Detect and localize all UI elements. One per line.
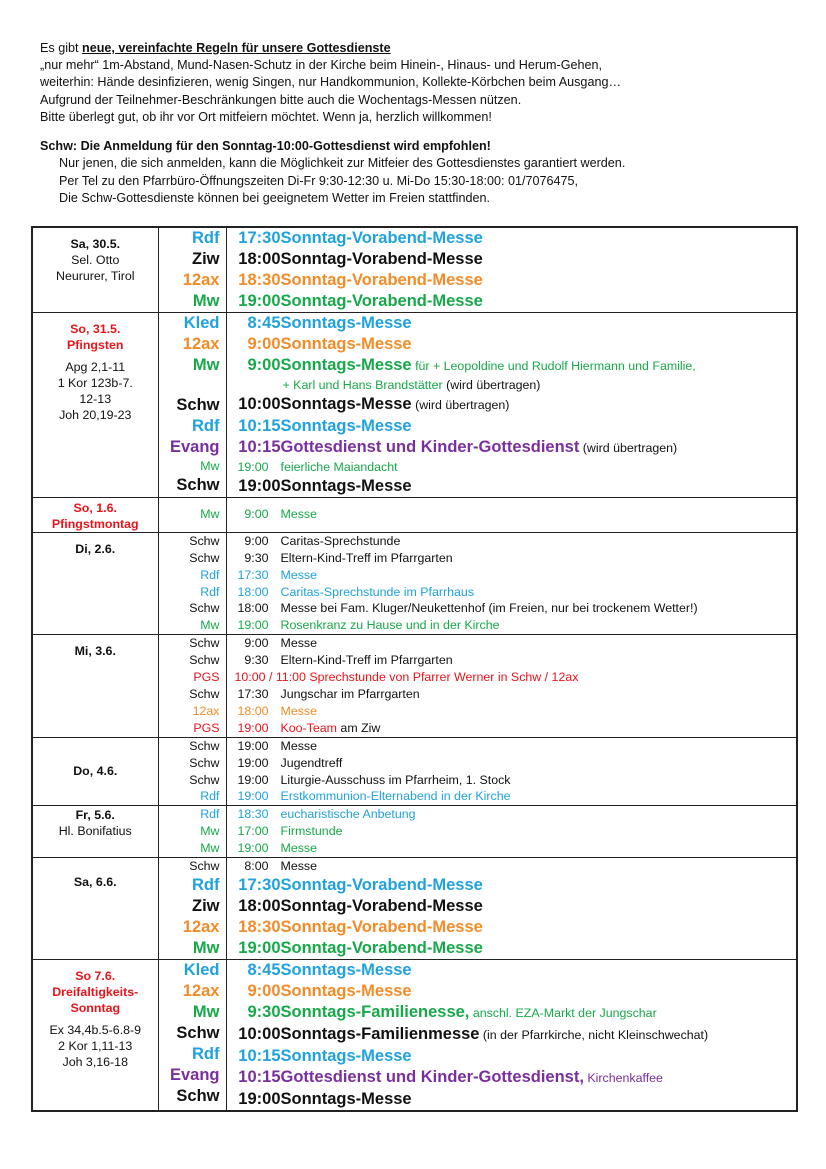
- event-row: 18:30Sonntag-Vorabend-Messe: [238, 917, 483, 936]
- event-row: 19:00 Rosenkranz zu Hause und in der Kirche: [237, 618, 500, 633]
- location-label: Rdf: [192, 417, 220, 435]
- event-cell: [226, 959, 797, 1111]
- day-title: So, 1.6.: [73, 500, 117, 515]
- event-row: 19:00 Jugendtreff: [237, 755, 343, 770]
- day-title: So, 31.5.: [70, 322, 121, 336]
- day-subtitle: Sel. Otto: [71, 253, 120, 267]
- location-label: Evang: [169, 1065, 220, 1084]
- location-label: Mw: [200, 824, 220, 839]
- registration-line-2: Per Tel zu den Pfarrbüro-Öffnungszeiten Di-Fr 9:30-12:30 u. Mi-Do 15:30-18:00: 01/7076475,: [59, 173, 578, 188]
- event-row: 19:00Sonntags-Messe: [238, 476, 412, 495]
- day-reading: Ex 34,4b.5-6.8-9: [49, 1022, 142, 1037]
- event-cell: [226, 806, 797, 858]
- location-label: PGS: [193, 670, 220, 685]
- location-cell: [158, 959, 226, 1111]
- event-row: 10:15Gottesdienst und Kinder-Gottesdienst (wird übertragen): [238, 437, 678, 456]
- event-row: 19:00Sonntag-Vorabend-Messe: [238, 938, 483, 957]
- location-label: Mw: [200, 459, 220, 473]
- location-label: Evang: [169, 438, 220, 456]
- day-reading: 2 Kor 1,11-13: [58, 1038, 133, 1053]
- location-label: 12ax: [182, 335, 220, 353]
- location-label: Kled: [183, 960, 220, 979]
- location-label: Rdf: [200, 567, 220, 582]
- location-label: Schw: [189, 686, 220, 701]
- event-row: 8:45Sonntags-Messe: [247, 960, 412, 979]
- day-cell: [32, 497, 158, 532]
- event-row: 18:00 Messe bei Fam. Kluger/Neukettenhof (im Freien, nur bei trockenem Wetter!): [237, 601, 698, 616]
- day-feast: Dreifaltigkeits-: [52, 984, 139, 999]
- location-label: Rdf: [200, 584, 220, 599]
- day-title: Mi, 3.6.: [74, 644, 116, 659]
- event-row: 19:00 Koo-Team am Ziw: [237, 720, 381, 735]
- day-cell: [32, 806, 158, 858]
- day-title: Fr, 5.6.: [75, 808, 115, 823]
- location-label: Schw: [189, 550, 220, 565]
- day-title: Do, 4.6.: [73, 763, 118, 778]
- day-subtitle: Hl. Bonifatius: [58, 824, 132, 839]
- event-row: 19:00 Messe: [237, 738, 317, 753]
- intro-line-4: Aufgrund der Teilnehmer-Beschränkungen bitte auch die Wochentags-Messen nützen.: [40, 92, 522, 107]
- intro-line-2: „nur mehr“ 1m-Abstand, Mund-Nasen-Schutz in der Kirche beim Hinein-, Hinaus- und Herum-Gehen,: [40, 58, 603, 73]
- intro-line-5: Bitte überlegt gut, ob ihr vor Ort mitfeiern möchtet. Wenn ja, herzlich willkommen!: [40, 109, 492, 124]
- event-row: 18:00 Caritas-Sprechstunde im Pfarrhaus: [237, 584, 475, 599]
- day-cell: [32, 858, 158, 960]
- day-reading: Apg 2,1-11: [65, 360, 126, 374]
- event-row: 19:00Sonntag-Vorabend-Messe: [238, 292, 483, 310]
- day-reading: Joh 3,16-18: [62, 1054, 128, 1069]
- day-feast: Sonntag: [70, 1000, 121, 1015]
- event-row: 8:45Sonntags-Messe: [247, 314, 412, 332]
- location-label: Mw: [200, 506, 220, 521]
- intro-line-1: Es gibt neue, vereinfachte Regeln für unsere Gottesdienste: [40, 41, 391, 55]
- location-label: 12ax: [182, 917, 220, 936]
- day-cell: [32, 635, 158, 737]
- event-cell: [226, 858, 797, 960]
- schedule-table: [31, 226, 798, 1112]
- location-label: Rdf: [200, 807, 220, 822]
- event-row: 9:30Sonntags-Familienesse, anschl. EZA-Markt der Jungschar: [247, 1002, 657, 1021]
- event-row: 18:30 eucharistische Anbetung: [237, 807, 416, 822]
- day-row: [32, 635, 797, 737]
- registration-line-3: Die Schw-Gottesdienste können bei geeignetem Wetter im Freien stattfinden.: [59, 191, 490, 206]
- location-label: Rdf: [192, 229, 220, 247]
- location-label: Mw: [192, 938, 220, 957]
- day-reading: 12-13: [79, 392, 112, 406]
- day-subtitle: Neururer, Tirol: [56, 269, 135, 283]
- event-row: 9:30 Eltern-Kind-Treff im Pfarrgarten: [244, 550, 453, 565]
- event-cell: [226, 497, 797, 532]
- location-cell: [158, 858, 226, 960]
- location-label: Schw: [176, 1086, 220, 1105]
- event-row: 18:00Sonntag-Vorabend-Messe: [238, 896, 483, 915]
- location-label: PGS: [193, 720, 220, 735]
- event-row: 9:00Sonntags-Messe: [247, 335, 412, 353]
- location-cell: [158, 806, 226, 858]
- event-note-row: + Karl und Hans Brandstätter (wird übertragen): [282, 378, 541, 392]
- location-cell: [158, 497, 226, 532]
- event-row: 19:00 Erstkommunion-Elternabend in der Kirche: [237, 789, 511, 804]
- location-label: Ziw: [192, 896, 220, 915]
- day-reading: 1 Kor 123b-7.: [57, 376, 133, 390]
- day-row: [32, 497, 797, 532]
- event-cell: [226, 313, 797, 498]
- location-label: Schw: [176, 475, 220, 494]
- event-cell: [226, 227, 797, 313]
- event-row: 10:00 / 11:00 Sprechstunde von Pfarrer Werner in Schw / 12ax: [234, 670, 579, 685]
- event-row: 19:00 feierliche Maiandacht: [237, 459, 398, 474]
- registration-notice: [40, 138, 800, 208]
- day-reading: Joh 20,19-23: [59, 408, 132, 422]
- location-label: Ziw: [192, 250, 220, 268]
- day-row: [32, 737, 797, 806]
- day-title: Di, 2.6.: [75, 541, 116, 556]
- intro-headline: neue, vereinfachte Regeln für unsere Gottesdienste: [82, 41, 391, 55]
- event-row: 9:00 Messe: [244, 636, 317, 651]
- intro-notice: [40, 40, 800, 126]
- day-feast: Pfingstmontag: [51, 516, 139, 531]
- day-title: Sa, 6.6.: [73, 875, 117, 890]
- location-label: Mw: [192, 292, 220, 310]
- day-title: Sa, 30.5.: [70, 237, 121, 251]
- day-row: [32, 806, 797, 858]
- day-row: [32, 227, 797, 313]
- event-row: 17:30 Messe: [237, 567, 317, 582]
- location-label: Schw: [176, 396, 220, 414]
- location-label: Schw: [189, 636, 220, 651]
- day-cell: [32, 313, 158, 498]
- intro-line-3: weiterhin: Hände desinfizieren, wenig Singen, nur Handkommunion, Kollekte-Körbchen beim Ausgang…: [40, 75, 622, 90]
- event-cell: [226, 532, 797, 634]
- event-row: 19:00Sonntags-Messe: [238, 1089, 412, 1108]
- day-row: [32, 532, 797, 634]
- event-cell: [226, 635, 797, 737]
- event-row: 17:30Sonntag-Vorabend-Messe: [238, 229, 483, 247]
- location-label: Mw: [200, 618, 220, 633]
- event-row: 10:15Sonntags-Messe: [238, 416, 412, 435]
- location-label: Mw: [200, 841, 220, 856]
- event-row: 10:15Gottesdienst und Kinder-Gottesdienst, Kirchenkaffee: [238, 1067, 663, 1086]
- registration-line-1: Nur jenen, die sich anmelden, kann die Möglichkeit zur Mitfeier des Gottesdienstes garantiert werden.: [59, 156, 626, 171]
- event-row: 9:00 Messe: [244, 506, 317, 521]
- registration-title: Schw: Die Anmeldung für den Sonntag-10:00-Gottesdienst wird empfohlen!: [40, 139, 491, 153]
- event-row: 10:00Sonntags-Familienmesse (in der Pfarrkirche, nicht Kleinschwechat): [238, 1024, 709, 1043]
- location-cell: [158, 227, 226, 313]
- location-cell: [158, 532, 226, 634]
- location-label: Mw: [192, 356, 220, 374]
- event-row: 17:30 Jungschar im Pfarrgarten: [237, 686, 420, 701]
- day-row: [32, 313, 797, 498]
- event-row: 10:15Sonntags-Messe: [238, 1046, 412, 1065]
- day-title: So 7.6.: [75, 968, 116, 983]
- location-label: Schw: [189, 653, 220, 668]
- location-label: Schw: [189, 738, 220, 753]
- location-label: Schw: [176, 1023, 220, 1042]
- day-feast: Pfingsten: [67, 338, 124, 352]
- location-label: Schw: [189, 859, 220, 874]
- location-cell: [158, 737, 226, 806]
- location-label: Rdf: [200, 789, 220, 804]
- location-label: 12ax: [182, 271, 220, 289]
- event-row: 17:30Sonntag-Vorabend-Messe: [238, 875, 483, 894]
- location-label: Schw: [189, 772, 220, 787]
- event-row: 9:00 Caritas-Sprechstunde: [244, 533, 401, 548]
- location-label: Kled: [183, 314, 220, 332]
- location-label: 12ax: [192, 703, 220, 718]
- location-cell: [158, 313, 226, 498]
- location-label: Rdf: [192, 875, 220, 894]
- location-cell: [158, 635, 226, 737]
- event-row: 18:00 Messe: [237, 703, 317, 718]
- event-cell: [226, 737, 797, 806]
- event-row: 17:00 Firmstunde: [237, 824, 343, 839]
- event-row: 10:00Sonntags-Messe (wird übertragen): [238, 394, 510, 413]
- event-row: 19:00 Liturgie-Ausschuss im Pfarrheim, 1. Stock: [237, 772, 511, 787]
- event-row: 9:00Sonntags-Messe: [247, 981, 412, 1000]
- location-label: Schw: [189, 533, 220, 548]
- event-row: 19:00 Messe: [237, 841, 317, 856]
- day-row: [32, 959, 797, 1111]
- day-row: [32, 858, 797, 960]
- event-row: 18:00Sonntag-Vorabend-Messe: [238, 250, 483, 268]
- event-row: 18:30Sonntag-Vorabend-Messe: [238, 271, 483, 289]
- day-cell: [32, 227, 158, 313]
- day-cell: [32, 737, 158, 806]
- day-cell: [32, 532, 158, 634]
- event-row: 9:30 Eltern-Kind-Treff im Pfarrgarten: [244, 653, 453, 668]
- event-row: 9:00Sonntags-Messe für + Leopoldine und Rudolf Hiermann und Familie,: [247, 356, 696, 374]
- location-label: Schw: [189, 755, 220, 770]
- location-label: Mw: [192, 1002, 220, 1021]
- location-label: Schw: [189, 601, 220, 616]
- event-row: 8:00 Messe: [244, 859, 317, 874]
- location-label: 12ax: [182, 981, 220, 1000]
- day-cell: [32, 959, 158, 1111]
- location-label: Rdf: [192, 1044, 220, 1063]
